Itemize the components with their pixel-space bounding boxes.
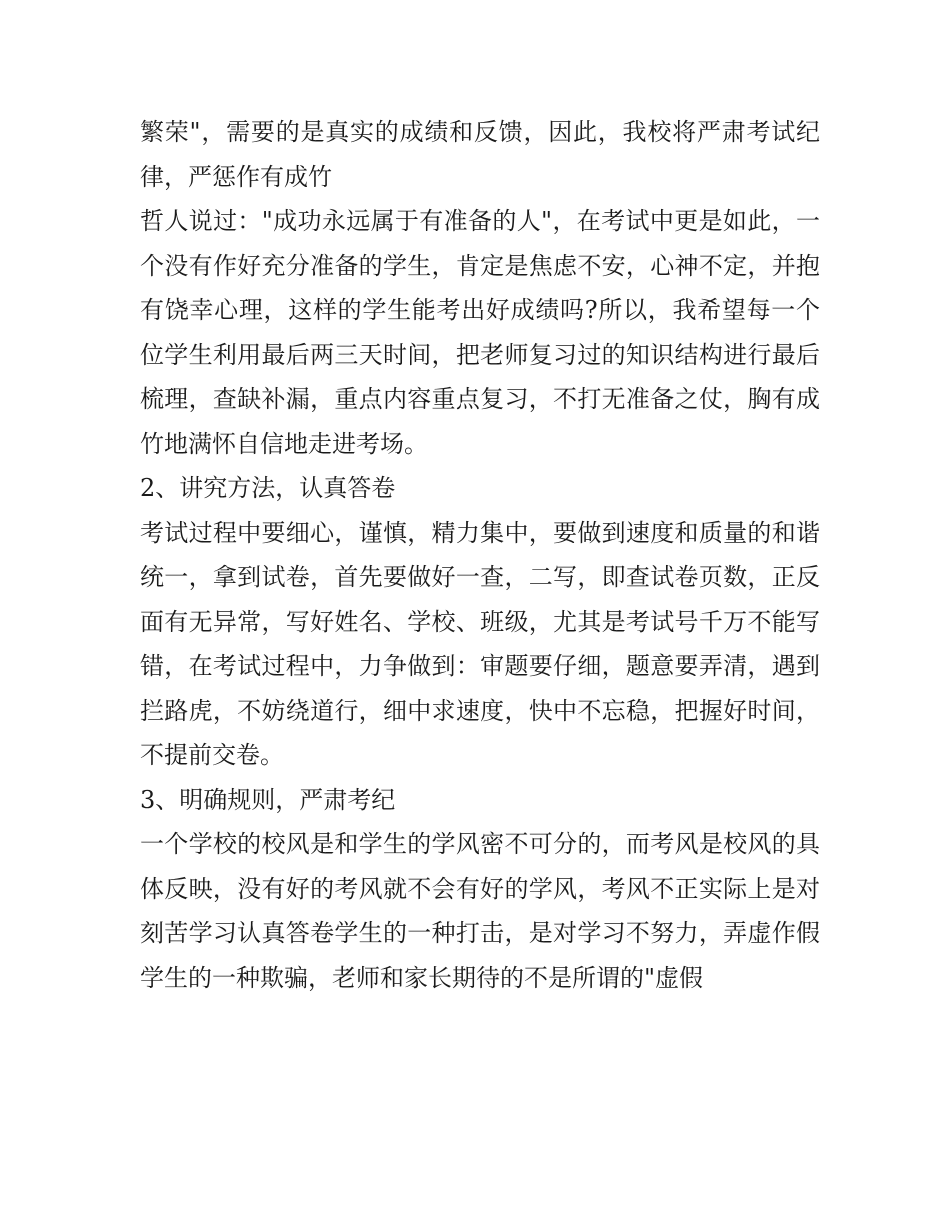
paragraph-2: 哲人说过："成功永远属于有准备的人"，在考试中更是如此，一个没有作好充分准备的学生，肯定是焦虑不安，心神不定，并抱有饶幸心理，这样的学生能考出好成绩吗?所以，我希望每一个位学生利用最后两三天时间，把老师复习过的知识结构进行最后梳理，查缺补漏，重点内容重点复习，不打无准备之仗，胸有成竹地满怀自信地走进考场。 — [140, 207, 820, 458]
paragraph-1: 繁荣"，需要的是真实的成绩和反馈，因此，我校将严肃考试纪律，严惩作有成竹 — [140, 118, 820, 191]
paragraph-3: 考试过程中要细心，谨慎，精力集中，要做到速度和质量的和谐统一，拿到试卷，首先要做好一查，二写，即查试卷页数，正反面有无异常，写好姓名、学校、班级，尤其是考试号千万不能写错，在考试过程中，力争做到：审题要仔细，题意要弄清，遇到拦路虎，不妨绕道行，细中求速度，快中不忘稳，把握好时间，不提前交卷。 — [140, 518, 820, 769]
section-heading-2: 2、讲究方法，认真答卷 — [140, 474, 396, 502]
section-heading-3: 3、明确规则，严肃考纪 — [140, 785, 396, 814]
document-body — [140, 110, 820, 1000]
paragraph-4: 一个学校的校风是和学生的学风密不可分的，而考风是校风的具体反映，没有好的考风就不会有好的学风，考风不正实际上是对刻苦学习认真答卷学生的一种打击，是对学习不努力，弄虚作假学生的一种欺骗，老师和家长期待的不是所谓的"虚假 — [140, 830, 820, 992]
